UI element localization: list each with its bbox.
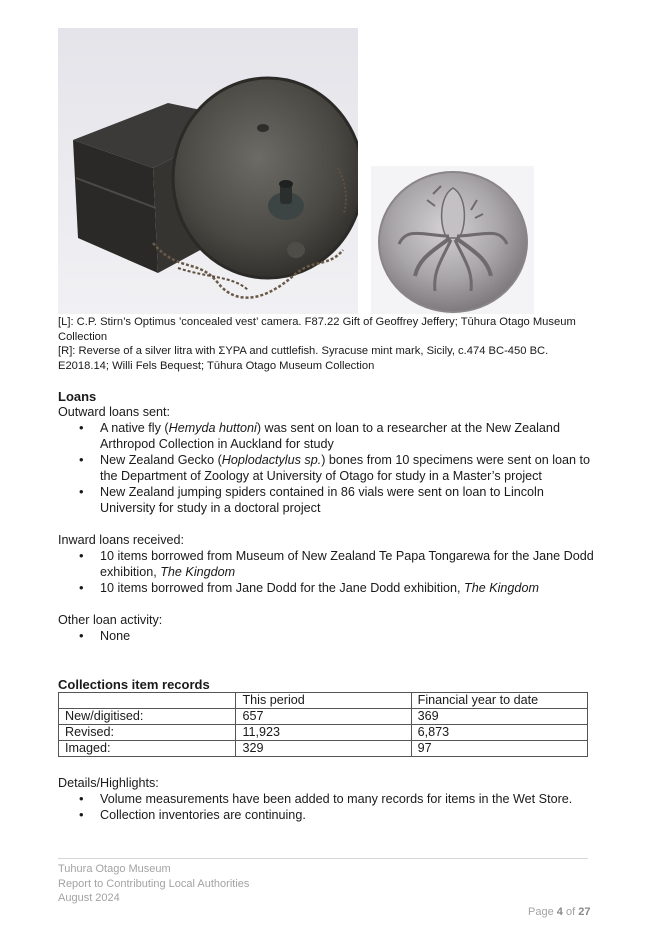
other-loans-list: [58, 628, 598, 644]
outward-loans-list: [58, 420, 598, 516]
list-item: • A native fly (Hemyda huttoni) was sent on loan to a researcher at the New Zealand Arthropod Collection in Auckland for study: [58, 420, 598, 452]
footer-divider: [58, 858, 588, 859]
table-header-cell: This period: [236, 693, 411, 709]
table-cell: 6,873: [411, 725, 587, 741]
footer: [58, 862, 249, 906]
table-cell: 369: [411, 709, 587, 725]
image-caption: [58, 315, 588, 373]
table-row: [59, 741, 588, 757]
inward-loans-list: [58, 548, 598, 596]
table-header-row: [59, 693, 588, 709]
table-cell: 657: [236, 709, 411, 725]
table-cell: Revised:: [59, 725, 236, 741]
table-cell: 329: [236, 741, 411, 757]
table-row: [59, 725, 588, 741]
loans-section: [58, 389, 598, 644]
footer-org: Tuhura Otago Museum: [58, 863, 171, 875]
details-label: Details/Highlights:: [58, 776, 159, 790]
camera-photo: [58, 28, 358, 314]
details-list: [58, 791, 598, 823]
list-item: • None: [58, 628, 598, 644]
caption-right: [R]: Reverse of a silver litra with ΣYPA and cuttlefish. Syracuse mint mark, Sicily, c.474 BC-450 BC. E2018.14; Willi Fels Bequest; Tūhura Otago Museum Collection: [58, 345, 549, 372]
list-item: • Collection inventories are continuing.: [58, 807, 598, 823]
inward-loans-label: Inward loans received:: [58, 533, 185, 547]
outward-loans-label: Outward loans sent:: [58, 405, 171, 419]
records-heading: Collections item records: [58, 677, 210, 692]
table-cell: Imaged:: [59, 741, 236, 757]
caption-left: [L]: C.P. Stirn’s Optimus ’concealed vest’ camera. F87.22 Gift of Geoffrey Jeffery; Tūhura Otago Museum Collection: [58, 316, 576, 343]
list-item: • New Zealand jumping spiders contained in 86 vials were sent on loan to Lincoln University for study in a doctoral project: [58, 484, 598, 516]
table-cell: New/digitised:: [59, 709, 236, 725]
footer-report: Report to Contributing Local Authorities: [58, 877, 250, 890]
footer-date: August 2024: [58, 892, 120, 904]
list-item: • Volume measurements have been added to many records for items in the Wet Store.: [58, 791, 598, 807]
details-section: [58, 775, 598, 823]
page-number: Page 4 of 27: [528, 906, 591, 918]
list-item: • New Zealand Gecko (Hoplodactylus sp.) bones from 10 specimens were sent on loan to the Department of Zoology at University of Otago for study in a Master’s project: [58, 452, 598, 484]
loans-heading: Loans: [58, 389, 97, 404]
table-row: [59, 709, 588, 725]
table-cell: 11,923: [236, 725, 411, 741]
table-header-cell: Financial year to date: [411, 693, 587, 709]
records-table: [58, 692, 588, 757]
table-header-cell: [59, 693, 236, 709]
other-loans-label: Other loan activity:: [58, 613, 163, 627]
records-section: [58, 677, 588, 757]
table-cell: 97: [411, 741, 587, 757]
coin-photo: [371, 166, 534, 314]
list-item: • 10 items borrowed from Museum of New Zealand Te Papa Tongarewa for the Jane Dodd exhibition, The Kingdom: [58, 548, 598, 580]
list-item: • 10 items borrowed from Jane Dodd for the Jane Dodd exhibition, The Kingdom: [58, 580, 598, 596]
